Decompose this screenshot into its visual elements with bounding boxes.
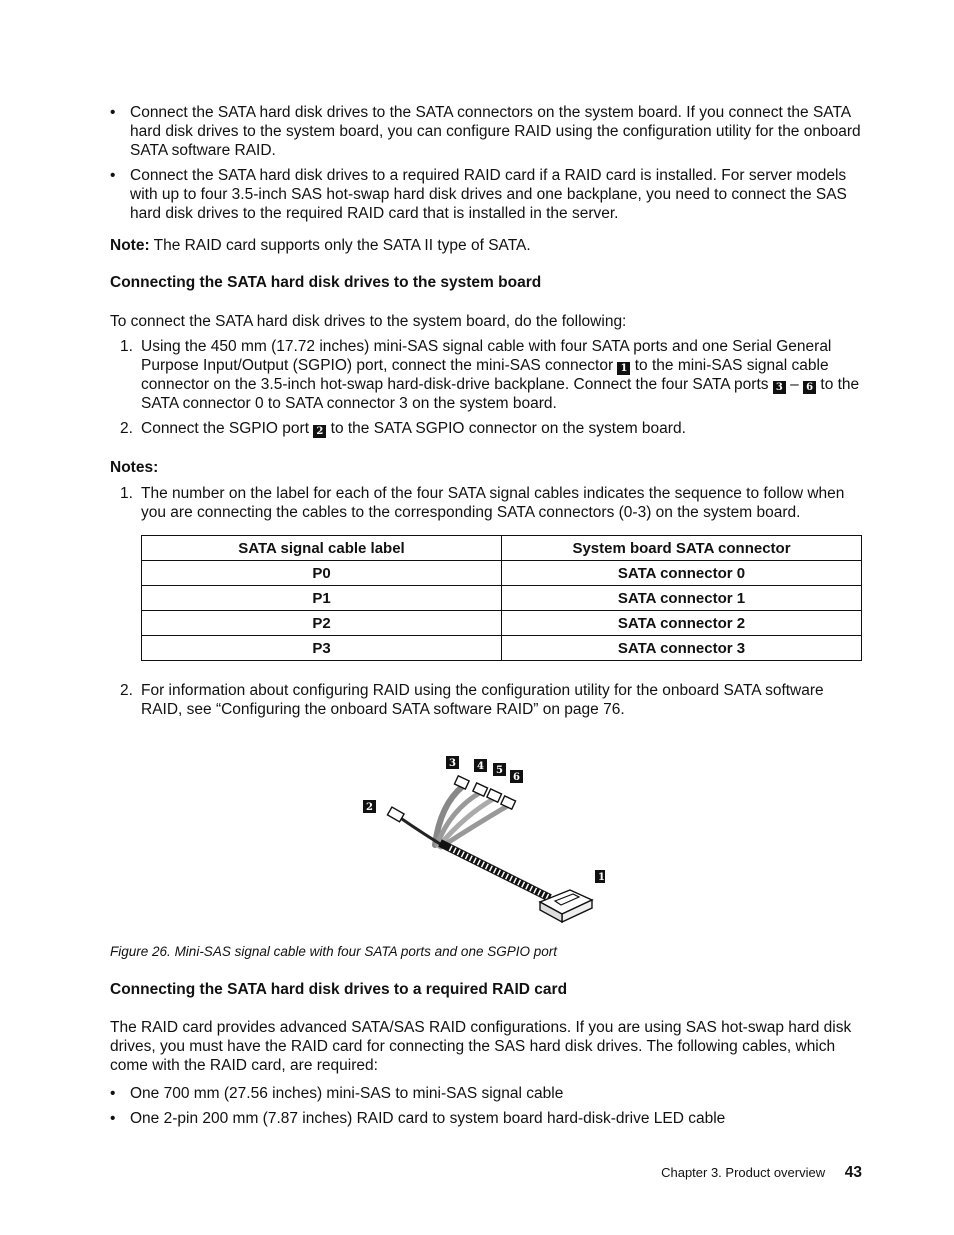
callout-badge: 2 (313, 425, 326, 438)
table-cell: SATA connector 2 (502, 611, 862, 636)
table-cell: P2 (142, 611, 502, 636)
step-text: Connect the SGPIO port (141, 420, 310, 437)
notes-label: Notes: (110, 459, 159, 476)
callout-2: 2 (366, 802, 373, 813)
mini-sas-cable-illustration (355, 750, 605, 930)
step-text: to the SATA connector 0 to SATA connector 3 on the system board. (141, 376, 860, 412)
note-item (110, 484, 862, 522)
note-label: Note: (110, 237, 150, 254)
step-number: 2. (120, 420, 133, 437)
table-row (142, 611, 862, 636)
range-dash: – (790, 376, 799, 393)
bullet-item: • Connect the SATA hard disk drives to a required RAID card if a RAID card is installed. For server models with up to four 3.5-inch SAS hot-swap hard disk drives and one backplane, you need to connect the SAS hard disk drives to the required RAID card that is installed in the server. (110, 166, 862, 223)
page-number: 43 (844, 1164, 862, 1181)
step-text: to the SATA SGPIO connector on the system board. (330, 420, 686, 437)
step-text: to the mini-SAS signal cable connector on the 3.5-inch hot-swap hard-disk-drive backplane. Connect the four SATA ports (141, 357, 829, 393)
callout-1: 1 (598, 872, 605, 883)
table-row (142, 636, 862, 661)
table-cell: SATA connector 3 (502, 636, 862, 661)
note-item-text: For information about configuring RAID using the configuration utility for the onboard SATA software RAID, see “Configuring the onboard SATA software RAID” on page 76. (141, 682, 824, 718)
callout-5: 5 (496, 765, 503, 776)
page-footer (661, 1164, 862, 1182)
section-heading-system-board: Connecting the SATA hard disk drives to the system board (110, 274, 542, 291)
section-heading-raid-card: Connecting the SATA hard disk drives to a required RAID card (110, 981, 568, 998)
notes-list-continued (110, 681, 862, 719)
raid-cable-bullet-list (110, 1084, 862, 1128)
sata-connector-3 (454, 776, 469, 789)
table-row (142, 586, 862, 611)
step-text: Using the 450 mm (17.72 inches) mini-SAS signal cable with four SATA ports and one Serial General Purpose Input/Output (SGPIO) port, connect the mini-SAS connector (141, 338, 832, 374)
table-cell: P0 (142, 561, 502, 586)
note-number: 2. (120, 682, 133, 699)
steps-list (110, 337, 862, 438)
figure-caption-label: Figure 26. (110, 944, 171, 959)
table-cell: SATA connector 1 (502, 586, 862, 611)
note-item-text: The number on the label for each of the four SATA signal cables indicates the sequence to follow when you are connecting the cables to the corresponding SATA connectors (0-3) on the system board. (141, 485, 845, 521)
table-cell: P3 (142, 636, 502, 661)
note-number: 1. (120, 485, 133, 502)
step-item (110, 419, 862, 438)
notes-list (110, 484, 862, 522)
raid-card-paragraph: The RAID card provides advanced SATA/SAS RAID configurations. If you are using SAS hot-swap hard disk drives, you must have the RAID card for connecting the SAS hard disk drives. The following cables, which come with the RAID card, are required: (110, 1019, 852, 1074)
note-text: The RAID card supports only the SATA II type of SATA. (153, 237, 531, 254)
figure-caption-text: Mini-SAS signal cable with four SATA ports and one SGPIO port (174, 944, 557, 959)
table-row (142, 561, 862, 586)
step-item (110, 337, 862, 413)
callout-6: 6 (513, 772, 520, 783)
note (110, 236, 862, 255)
table-cell: SATA connector 0 (502, 561, 862, 586)
table-header: SATA signal cable label (142, 536, 502, 561)
note-item (110, 681, 862, 719)
bullet-item: • Connect the SATA hard disk drives to the SATA connectors on the system board. If you connect the SATA hard disk drives to the system board, you can configure RAID using the configuration utility for the onboard SATA software RAID. (110, 103, 862, 160)
figure-caption (110, 944, 557, 959)
table-header-row (142, 536, 862, 561)
bullet-item: • One 2-pin 200 mm (7.87 inches) RAID card to system board hard-disk-drive LED cable (110, 1109, 862, 1128)
step-number: 1. (120, 338, 133, 355)
callout-3: 3 (449, 758, 456, 769)
callout-badge: 3 (773, 381, 786, 394)
sata-connector-table (141, 535, 862, 661)
section-intro: To connect the SATA hard disk drives to the system board, do the following: (110, 313, 627, 330)
callout-badge: 1 (617, 362, 630, 375)
table-cell: P1 (142, 586, 502, 611)
callout-4: 4 (477, 761, 484, 772)
table-header: System board SATA connector (502, 536, 862, 561)
bullet-item: • One 700 mm (27.56 inches) mini-SAS to mini-SAS signal cable (110, 1084, 862, 1103)
callout-badge: 6 (803, 381, 816, 394)
sgpio-connector (387, 807, 404, 822)
footer-chapter: Chapter 3. Product overview (661, 1165, 826, 1180)
intro-bullet-list (110, 103, 862, 223)
